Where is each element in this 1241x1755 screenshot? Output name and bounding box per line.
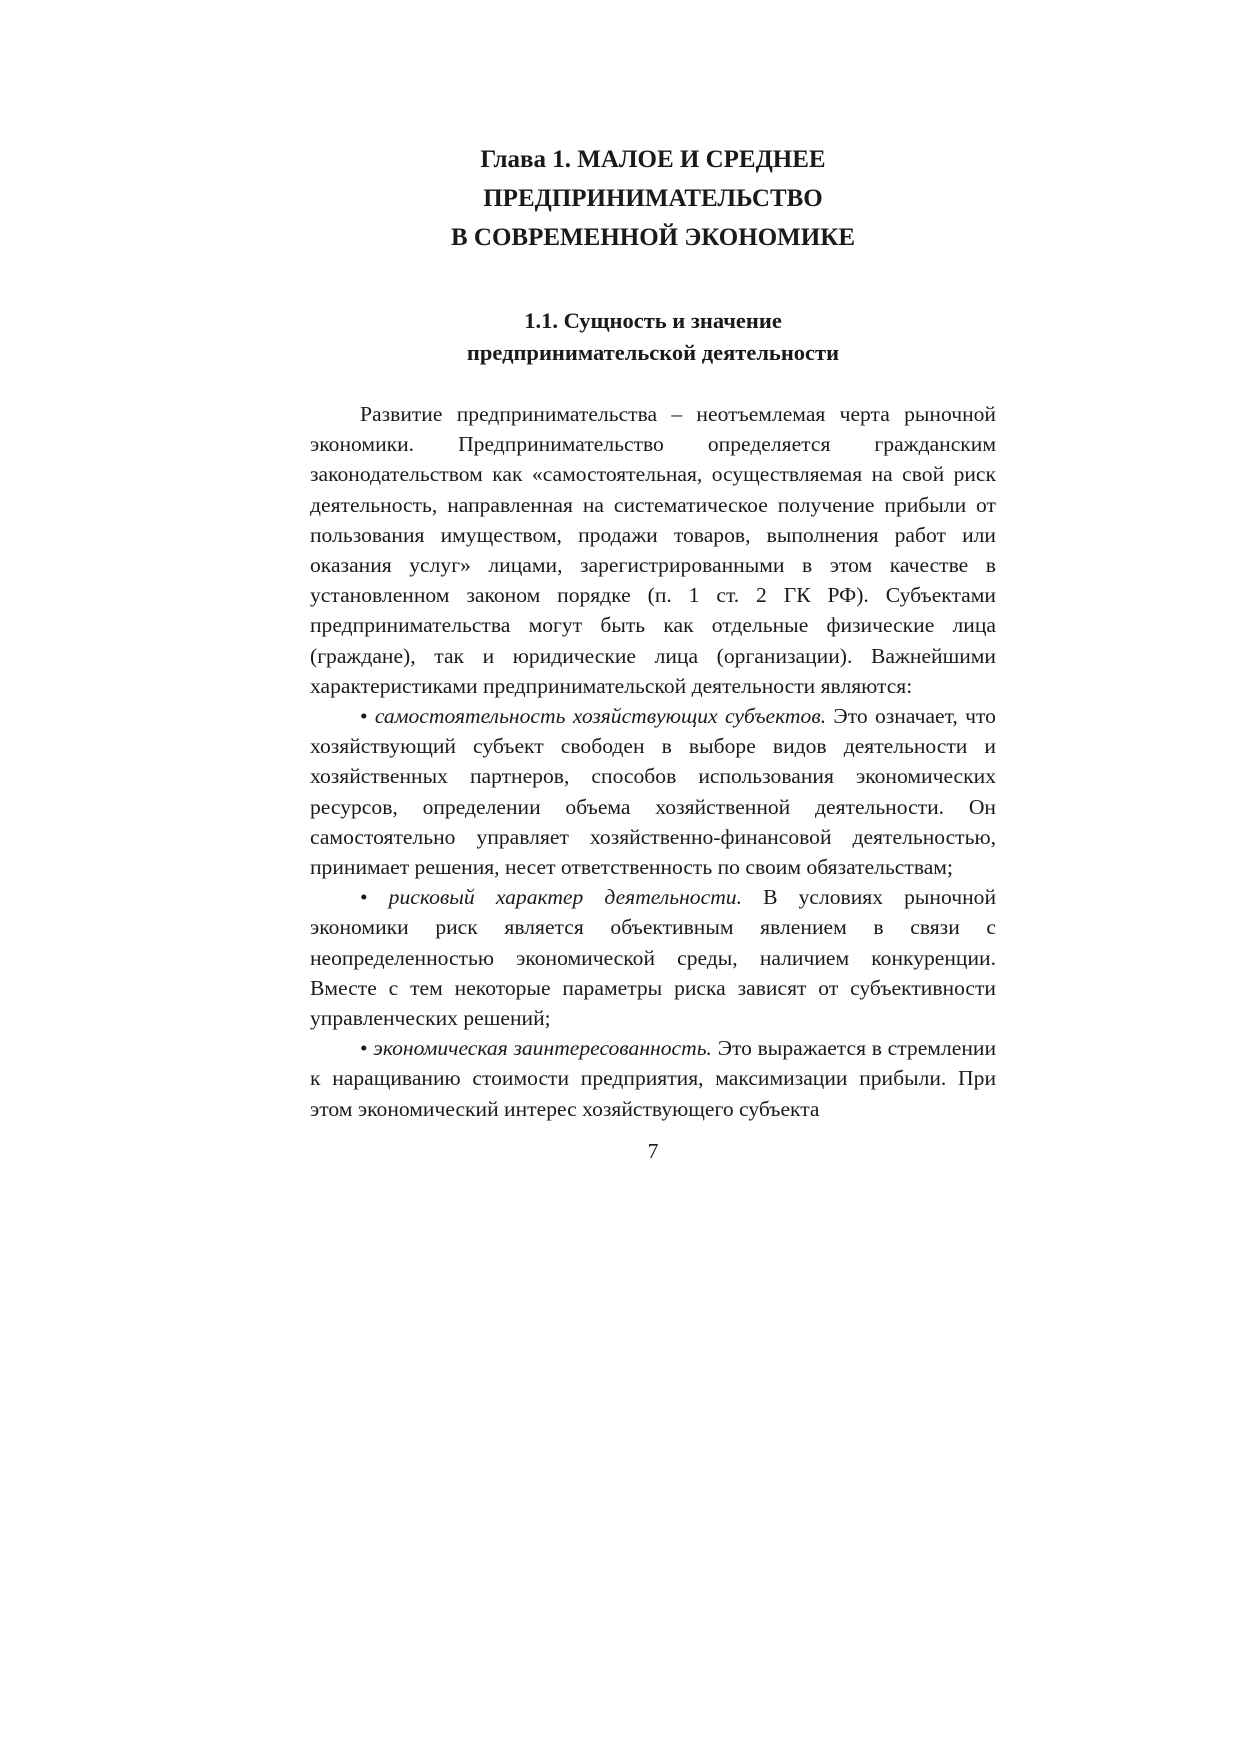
chapter-title bbox=[310, 140, 996, 257]
chapter-title-line: Глава 1. МАЛОЕ И СРЕДНЕЕ bbox=[480, 146, 826, 173]
bullet-paragraph bbox=[310, 701, 996, 882]
bullet-text: Это выражается в стремлении к наращиванию стоимости предприятия, максимизации прибыли. При этом экономический интерес хозяйствующего субъекта bbox=[310, 1036, 997, 1121]
bullet-icon: • bbox=[360, 885, 368, 910]
page-content bbox=[310, 140, 996, 1124]
chapter-title-line: ПРЕДПРИНИМАТЕЛЬСТВО bbox=[483, 185, 823, 212]
section-title-line: 1.1. Сущность и значение bbox=[524, 308, 782, 333]
section-title bbox=[310, 305, 996, 369]
body-text bbox=[310, 399, 996, 1124]
bullet-paragraph bbox=[310, 1033, 996, 1124]
intro-paragraph: Развитие предпринимательства – неотъемлемая черта рыночной экономики. Предпринимательство определяется гражданским законодательством как «самостоятельная, осуществляемая на свой риск деятельность, направленная на систематическое получение прибыли от пользования имуществом, продажи товаров, выполнения работ или оказания услуг» лицами, зарегистрированными в этом качестве в установленном законом порядке (п. 1 ст. 2 ГК РФ). Субъектами предпринимательства могут быть как отдельные физические лица (граждане), так и юридические лица (организации). Важнейшими характеристиками предпринимательской деятельности являются: bbox=[310, 402, 996, 698]
bullet-paragraph bbox=[310, 882, 996, 1033]
bullet-term: экономическая заинтересованность. bbox=[373, 1036, 712, 1061]
bullet-text: В условиях рыночной экономики риск является объективным явлением в связи с неопределенностью экономической среды, наличием конкуренции. Вместе с тем некоторые параметры риска зависят от субъективности управленческих решений; bbox=[310, 885, 996, 1031]
bullet-icon: • bbox=[360, 704, 368, 729]
bullet-icon: • bbox=[360, 1036, 368, 1061]
bullet-term: самостоятельность хозяйствующих субъектов. bbox=[374, 704, 827, 729]
section-title-line: предпринимательской деятельности bbox=[466, 340, 840, 365]
bullet-text: Это означает, что хозяйствующий субъект свободен в выборе видов деятельности и хозяйственных партнеров, способов использования экономических ресурсов, определении объема хозяйственной деятельности. Он самостоятельно управляет хозяйственно-финансовой деятельностью, принимает решения, несет ответственность по своим обязательствам; bbox=[310, 704, 996, 880]
chapter-title-line: В СОВРЕМЕННОЙ ЭКОНОМИКЕ bbox=[451, 224, 855, 251]
page-number: 7 bbox=[647, 1139, 659, 1163]
bullet-term: рисковый характер деятельности. bbox=[388, 885, 742, 910]
